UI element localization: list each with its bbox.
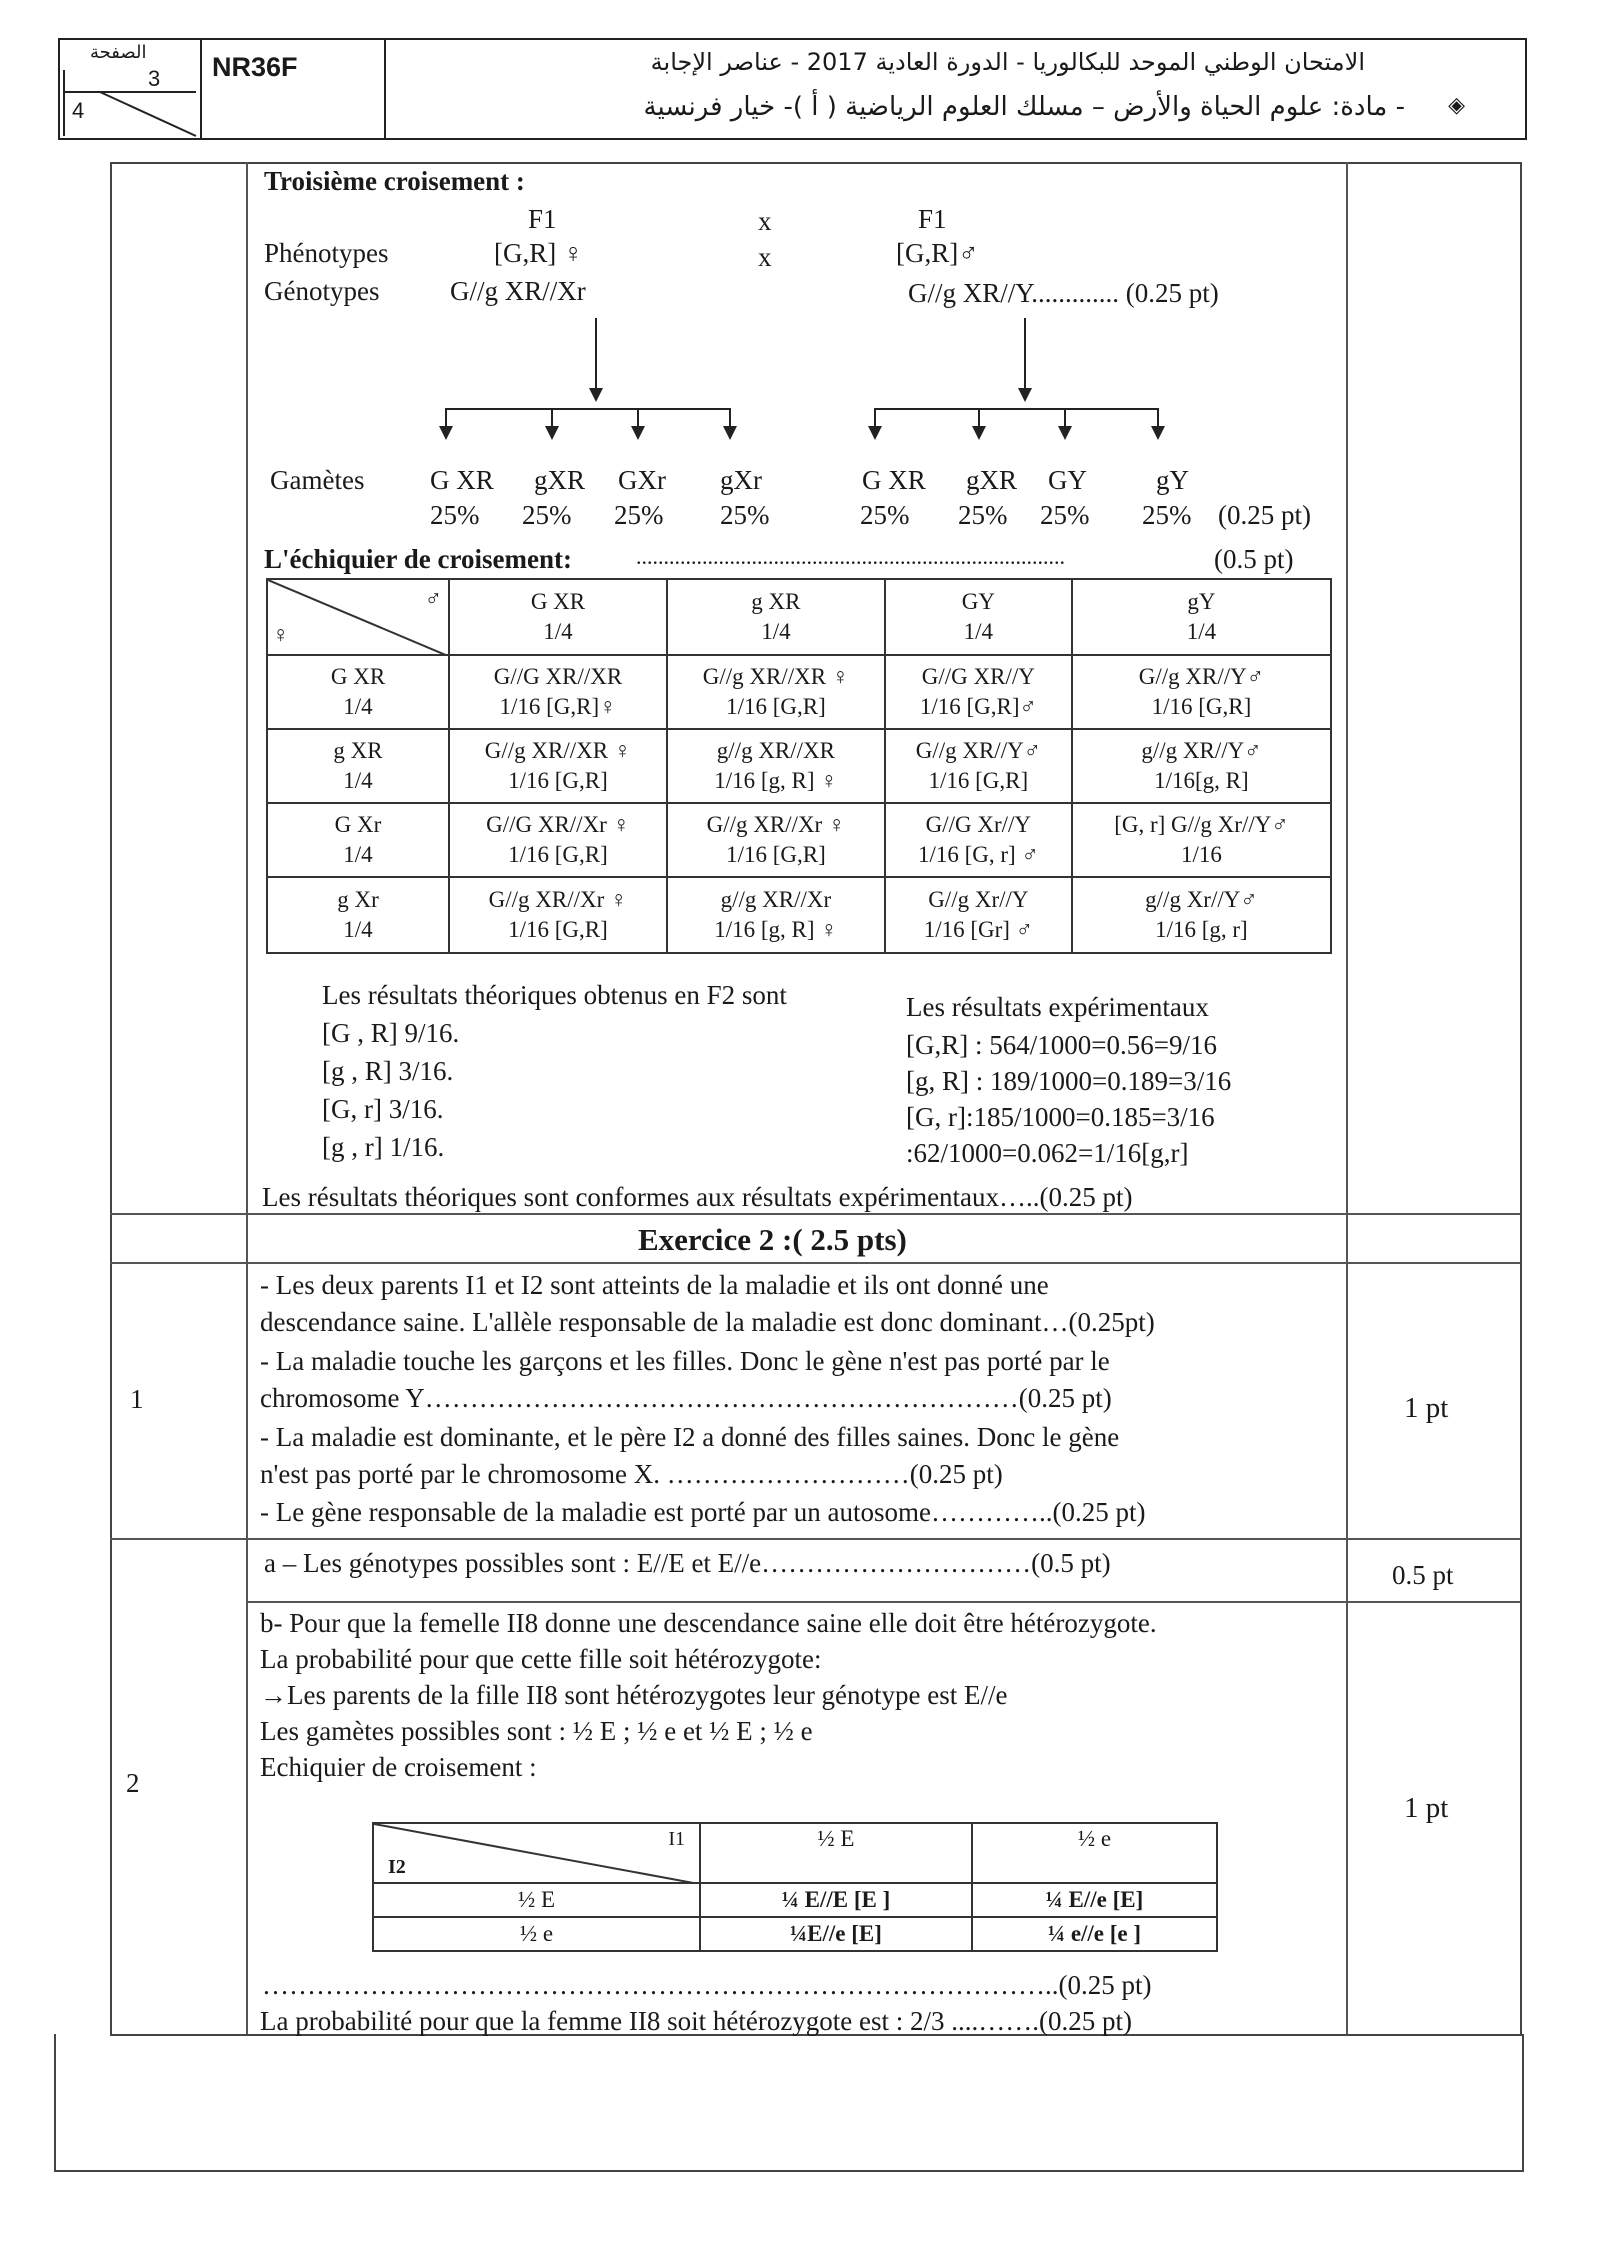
page-box-divider xyxy=(60,40,200,138)
exp-4: :62/1000=0.062=1/16[g,r] xyxy=(906,1138,1189,1168)
col-divider-right xyxy=(1346,162,1348,2034)
gamete-m-4: gY xyxy=(1156,465,1189,495)
f1-right: F1 xyxy=(918,204,947,234)
grid-cell: g//g Xr//Y♂ 1/16 [g, r] xyxy=(1072,877,1331,953)
page-number-box xyxy=(60,40,202,138)
table-row xyxy=(267,877,1331,953)
corner-cell xyxy=(267,579,449,655)
table-row xyxy=(373,1883,1217,1917)
exp-title: Les résultats expérimentaux xyxy=(906,992,1209,1022)
gamete-m-3: GY xyxy=(1048,465,1087,495)
q2b-line-5: Echiquier de croisement : xyxy=(260,1752,537,1782)
exp-1: [G,R] : 564/1000=0.56=9/16 xyxy=(906,1030,1217,1060)
grid-cell: G//g Xr//Y 1/16 [Gr] ♂ xyxy=(885,877,1072,953)
q2-number: 2 xyxy=(126,1768,140,1798)
grid-title-dots: .............................................................................. xyxy=(636,544,1065,569)
grid-cell: G//G Xr//Y 1/16 [G, r] ♂ xyxy=(885,803,1072,877)
row-divider-q1 xyxy=(110,1262,1520,1264)
q2a-points: 0.5 pt xyxy=(1392,1560,1454,1590)
table-row xyxy=(373,1917,1217,1951)
grid-cell: [G, r] G//g Xr//Y♂ 1/16 xyxy=(1072,803,1331,877)
q2b-line-1: b- Pour que la femelle II8 donne une descendance saine elle doit être hétérozygote. xyxy=(260,1608,1157,1638)
q1-line-2: descendance saine. L'allèle responsable de la maladie est donc dominant…(0.25pt) xyxy=(260,1307,1155,1337)
q1-line-6: n'est pas porté par le chromosome X. ………………………(0.25 pt) xyxy=(260,1459,1003,1489)
q1-number: 1 xyxy=(130,1384,144,1414)
grid-cell: ¼E//e [E] xyxy=(700,1917,972,1951)
q2a-text: a – Les génotypes possibles sont : E//E et E//e…………………………(0.5 pt) xyxy=(264,1548,1111,1578)
grid-cell: g//g XR//Xr 1/16 [g, R] ♀ xyxy=(667,877,885,953)
page-label: الصفحة xyxy=(90,42,147,63)
male-symbol: ♂ xyxy=(424,586,442,611)
female-symbol: ♀ xyxy=(272,622,290,647)
page-bottom-frame xyxy=(54,2034,1524,2172)
col-head-2: ½ e xyxy=(972,1823,1217,1883)
col-head-2: g XR 1/4 xyxy=(667,579,885,655)
phenotype-female: [G,R] ♀ xyxy=(494,238,584,268)
grid-cell: G//g XR//XR ♀ 1/16 [G,R] xyxy=(449,729,667,803)
arrow-head-male xyxy=(1018,388,1032,402)
branch-line-female xyxy=(445,408,730,410)
theo-4: [g , r] 1/16. xyxy=(322,1132,445,1162)
table-row xyxy=(267,803,1331,877)
grid-cell: ¼ e//e [e ] xyxy=(972,1917,1217,1951)
gametes-label: Gamètes xyxy=(270,465,365,495)
cross3-conclusion: Les résultats théoriques sont conformes aux résultats expérimentaux…..(0.25 pt) xyxy=(262,1182,1133,1212)
grid-cell: G//G XR//XR 1/16 [G,R]♀ xyxy=(449,655,667,729)
pct-f-1: 25% xyxy=(430,500,480,530)
col-head-1: ½ E xyxy=(700,1823,972,1883)
grid-cell: G//g XR//Xr ♀ 1/16 [G,R] xyxy=(449,877,667,953)
gamete-f-4: gXr xyxy=(720,465,762,495)
exam-code: NR36F xyxy=(212,52,298,82)
q2b-line-3: →Les parents de la fille II8 sont hétérozygotes leur génotype est E//e xyxy=(260,1680,1008,1710)
f1-left: F1 xyxy=(528,204,557,234)
total-pages: 4 xyxy=(72,98,85,123)
q1-points: 1 pt xyxy=(1404,1392,1449,1424)
arrow-line-female xyxy=(595,318,597,388)
grid-cell: G//g XR//XR ♀ 1/16 [G,R] xyxy=(667,655,885,729)
row-divider-q2b xyxy=(246,1601,1520,1603)
gametes-points: (0.25 pt) xyxy=(1218,500,1311,530)
pct-f-2: 25% xyxy=(522,500,572,530)
grid-cell: G//g XR//Y♂ 1/16 [G,R] xyxy=(885,729,1072,803)
gamete-f-2: gXR xyxy=(534,465,586,495)
cross-symbol-1: x xyxy=(758,206,772,236)
header-title-line2: - مادة: علوم الحياة والأرض – مسلك العلوم الرياضية ( أ )- خيار فرنسية xyxy=(643,92,1405,122)
arrow-line-male xyxy=(1024,318,1026,388)
cross-symbol-2: x xyxy=(758,242,772,272)
gamete-f-3: GXr xyxy=(618,465,666,495)
row-head: G Xr 1/4 xyxy=(267,803,449,877)
phenotypes-label: Phénotypes xyxy=(264,238,389,268)
row-head: ½ e xyxy=(373,1917,700,1951)
col-head-1: G XR 1/4 xyxy=(449,579,667,655)
phenotype-male: [G,R]♂ xyxy=(896,238,979,268)
corner-cell xyxy=(373,1823,700,1883)
genotypes-label: Génotypes xyxy=(264,276,380,306)
exam-header xyxy=(58,38,1527,140)
branch-line-male xyxy=(874,408,1159,410)
grid-points: (0.5 pt) xyxy=(1214,544,1294,574)
grid-cell: G//g XR//Y♂ 1/16 [G,R] xyxy=(1072,655,1331,729)
q1-line-4: chromosome Y…………………………………………………………(0.25 pt) xyxy=(260,1383,1112,1413)
genotype-female: G//g XR//Xr xyxy=(450,276,586,306)
parent-i2-label: I2 xyxy=(388,1856,406,1878)
grid-title: L'échiquier de croisement: xyxy=(264,544,572,574)
q1-line-1: - Les deux parents I1 et I2 sont atteints de la maladie et ils ont donné une xyxy=(260,1270,1049,1300)
row-divider-ex2-title xyxy=(110,1213,1520,1215)
exp-3: [G, r]:185/1000=0.185=3/16 xyxy=(906,1102,1215,1132)
table-row xyxy=(267,655,1331,729)
theo-title: Les résultats théoriques obtenus en F2 sont xyxy=(322,980,787,1010)
parent-i1-label: I1 xyxy=(668,1828,685,1850)
col-head-3: GY 1/4 xyxy=(885,579,1072,655)
q1-line-5: - La maladie est dominante, et le père I2 a donné des filles saines. Donc le gène xyxy=(260,1422,1120,1452)
pct-f-4: 25% xyxy=(720,500,770,530)
row-head: G XR 1/4 xyxy=(267,655,449,729)
header-title-line1: الامتحان الوطني الموحد للبكالوريا - الدورة العادية 2017 - عناصر الإجابة xyxy=(650,48,1365,76)
cross3-title: Troisième croisement : xyxy=(264,166,525,196)
theo-1: [G , R] 9/16. xyxy=(322,1018,460,1048)
arrow-head-female xyxy=(589,388,603,402)
gamete-m-2: gXR xyxy=(966,465,1018,495)
grid-cell: G//G XR//Xr ♀ 1/16 [G,R] xyxy=(449,803,667,877)
q1-line-7: - Le gène responsable de la maladie est porté par un autosome…………..(0.25 pt) xyxy=(260,1497,1146,1527)
q1-line-3: - La maladie touche les garçons et les filles. Donc le gène n'est pas porté par le xyxy=(260,1346,1110,1376)
q2b-final: La probabilité pour que la femme II8 soit hétérozygote est : 2/3 ....…….(0.25 pt) xyxy=(260,2006,1133,2036)
theo-3: [G, r] 3/16. xyxy=(322,1094,444,1124)
table-row xyxy=(267,729,1331,803)
grid-cell: G//G XR//Y 1/16 [G,R]♂ xyxy=(885,655,1072,729)
exercise2-title: Exercice 2 :( 2.5 pts) xyxy=(638,1222,907,1257)
q2b-points: 1 pt xyxy=(1404,1792,1449,1824)
grid-cell: ¼ E//E [E ] xyxy=(700,1883,972,1917)
row-head: ½ E xyxy=(373,1883,700,1917)
col-divider-left xyxy=(246,162,248,2034)
pct-m-2: 25% xyxy=(958,500,1008,530)
page-number: 3 xyxy=(148,66,161,91)
pct-m-1: 25% xyxy=(860,500,910,530)
q2b-line-4: Les gamètes possibles sont : ½ E ; ½ e et ½ E ; ½ e xyxy=(260,1716,813,1746)
gamete-m-1: G XR xyxy=(862,465,926,495)
grid-cell: g//g XR//Y♂ 1/16[g, R] xyxy=(1072,729,1331,803)
row-head: g Xr 1/4 xyxy=(267,877,449,953)
row-divider-q2 xyxy=(110,1538,1520,1540)
q2b-dots-line: ……………………………………………………………………………..(0.25 pt) xyxy=(262,1970,1152,2000)
q2b-line-2: La probabilité pour que cette fille soit hétérozygote: xyxy=(260,1644,822,1674)
exp-2: [g, R] : 189/1000=0.189=3/16 xyxy=(906,1066,1232,1096)
genotype-male: G//g XR//Y............. (0.25 pt) xyxy=(908,278,1219,308)
exam-code-box xyxy=(204,40,386,138)
grid-cell: g//g XR//XR 1/16 [g, R] ♀ xyxy=(667,729,885,803)
grid-cell: ¼ E//e [E] xyxy=(972,1883,1217,1917)
theo-2: [g , R] 3/16. xyxy=(322,1056,454,1086)
pct-f-3: 25% xyxy=(614,500,664,530)
col-head-4: gY 1/4 xyxy=(1072,579,1331,655)
punnett-square-cross3 xyxy=(266,578,1332,954)
pct-m-3: 25% xyxy=(1040,500,1090,530)
punnett-square-ex2 xyxy=(372,1822,1218,1952)
pct-m-4: 25% xyxy=(1142,500,1192,530)
grid-cell: G//g XR//Xr ♀ 1/16 [G,R] xyxy=(667,803,885,877)
row-head: g XR 1/4 xyxy=(267,729,449,803)
diamond-icon: ◈ xyxy=(1448,92,1465,117)
gamete-f-1: G XR xyxy=(430,465,494,495)
